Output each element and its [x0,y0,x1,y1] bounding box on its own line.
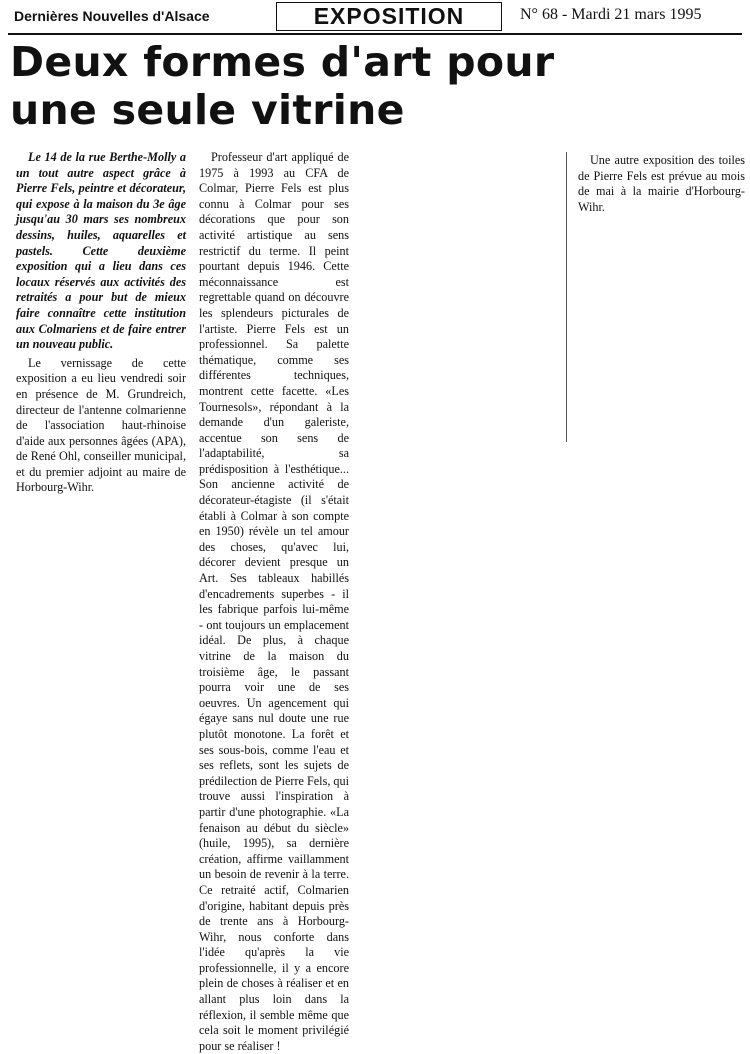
paragraph-autre-exposition: Une autre exposition des toiles de Pierre Fels est prévue au mois de mai à la mairie d'Horbourg-Wihr. [578,153,745,214]
publication-name: Dernières Nouvelles d'Alsace [14,8,210,24]
column-divider [566,152,567,442]
column-1 [16,150,186,495]
issue-date: N° 68 - Mardi 21 mars 1995 [520,6,702,23]
column-4 [578,150,745,440]
headline-line-2: une seule vitrine [10,86,405,134]
column-2 [199,150,349,1053]
header-rule [8,33,742,35]
lead-paragraph: Le 14 de la rue Berthe-Molly a un tout autre aspect grâce à Pierre Fels, peintre et décorateur, qui expose à la maison du 3e âge jusqu'au 30 mars ses nombreux dessins, huiles, aquarelles et pastels. Cette deuxième exposition qui a lieu dans ces locaux réservés aux activités des retraités a pour but de mieux faire connaître cette institution aux Colmariens et de faire entrer un nouveau public. [16,150,186,352]
paragraph-vernissage: Le vernissage de cette exposition a eu lieu vendredi soir en présence de M. Grundreich, directeur de l'antenne colmarienne de l'association haut-rhinoise d'aide aux personnes âgées (APA), de René Ohl, conseiller municipal, et du premier adjoint au maire de Horbourg-Wihr. [16,355,186,495]
column-3 [359,150,557,440]
paragraph-professeur: Professeur d'art appliqué de 1975 à 1993 au CFA de Colmar, Pierre Fels est plus connu à Colmar pour ses décorations que pour son activité artistique au sens restrictif du terme. Il peint pourtant depuis 1946. Cette méconnaissance est regrettable quand on découvre les splendeurs picturales de l'artiste. Pierre Fels est un professionnel. Sa palette thématique, comme ses différentes techniques, montrent cette facette. «Les Tournesols», répondant à la demande d'un galeriste, accentue son sens de l'adaptabilité, sa prédisposition à l'esthétique... Son ancienne activité de décorateur-étagiste (il s'était établi à Colmar à son compte en 1950) révèle un tel amour des choses, qu'avec lui, décorer devient presque un Art. Ses tableaux habillés d'encadrements superbes - il les fabrique parfois lui-même - ont toujours un emplacement idéal. De plus, à chaque vitrine de la maison du troisième âge, le passant pourra voir une de ses oeuvres. Un agencement qui égaye sans nul doute une rue plutôt monotone. La forêt et ses sous-bois, comme l'eau et ses reflets, sont les sujets de prédilection de Pierre Fels, qui trouve aussi l'inspiration à partir d'une photographie. «La fenaison au début du siècle» (huile, 1995), sa dernière création, affirme vaillamment un besoin de revenir à la terre. Ce retraité actif, Colmarien d'origine, habitant depuis près de trente ans à Horbourg-Wihr, nous conforte dans l'idée qu'après la vie professionnelle, il y a encore plein de choses à réaliser et en allant plus loin dans la réflexion, il semble même que cela soit le moment privilégié pour se réaliser ! [199,150,349,1053]
section-label: EXPOSITION [276,2,502,31]
masthead [0,0,750,34]
headline-line-1: Deux formes d'art pour [10,38,555,86]
headline [10,38,710,134]
